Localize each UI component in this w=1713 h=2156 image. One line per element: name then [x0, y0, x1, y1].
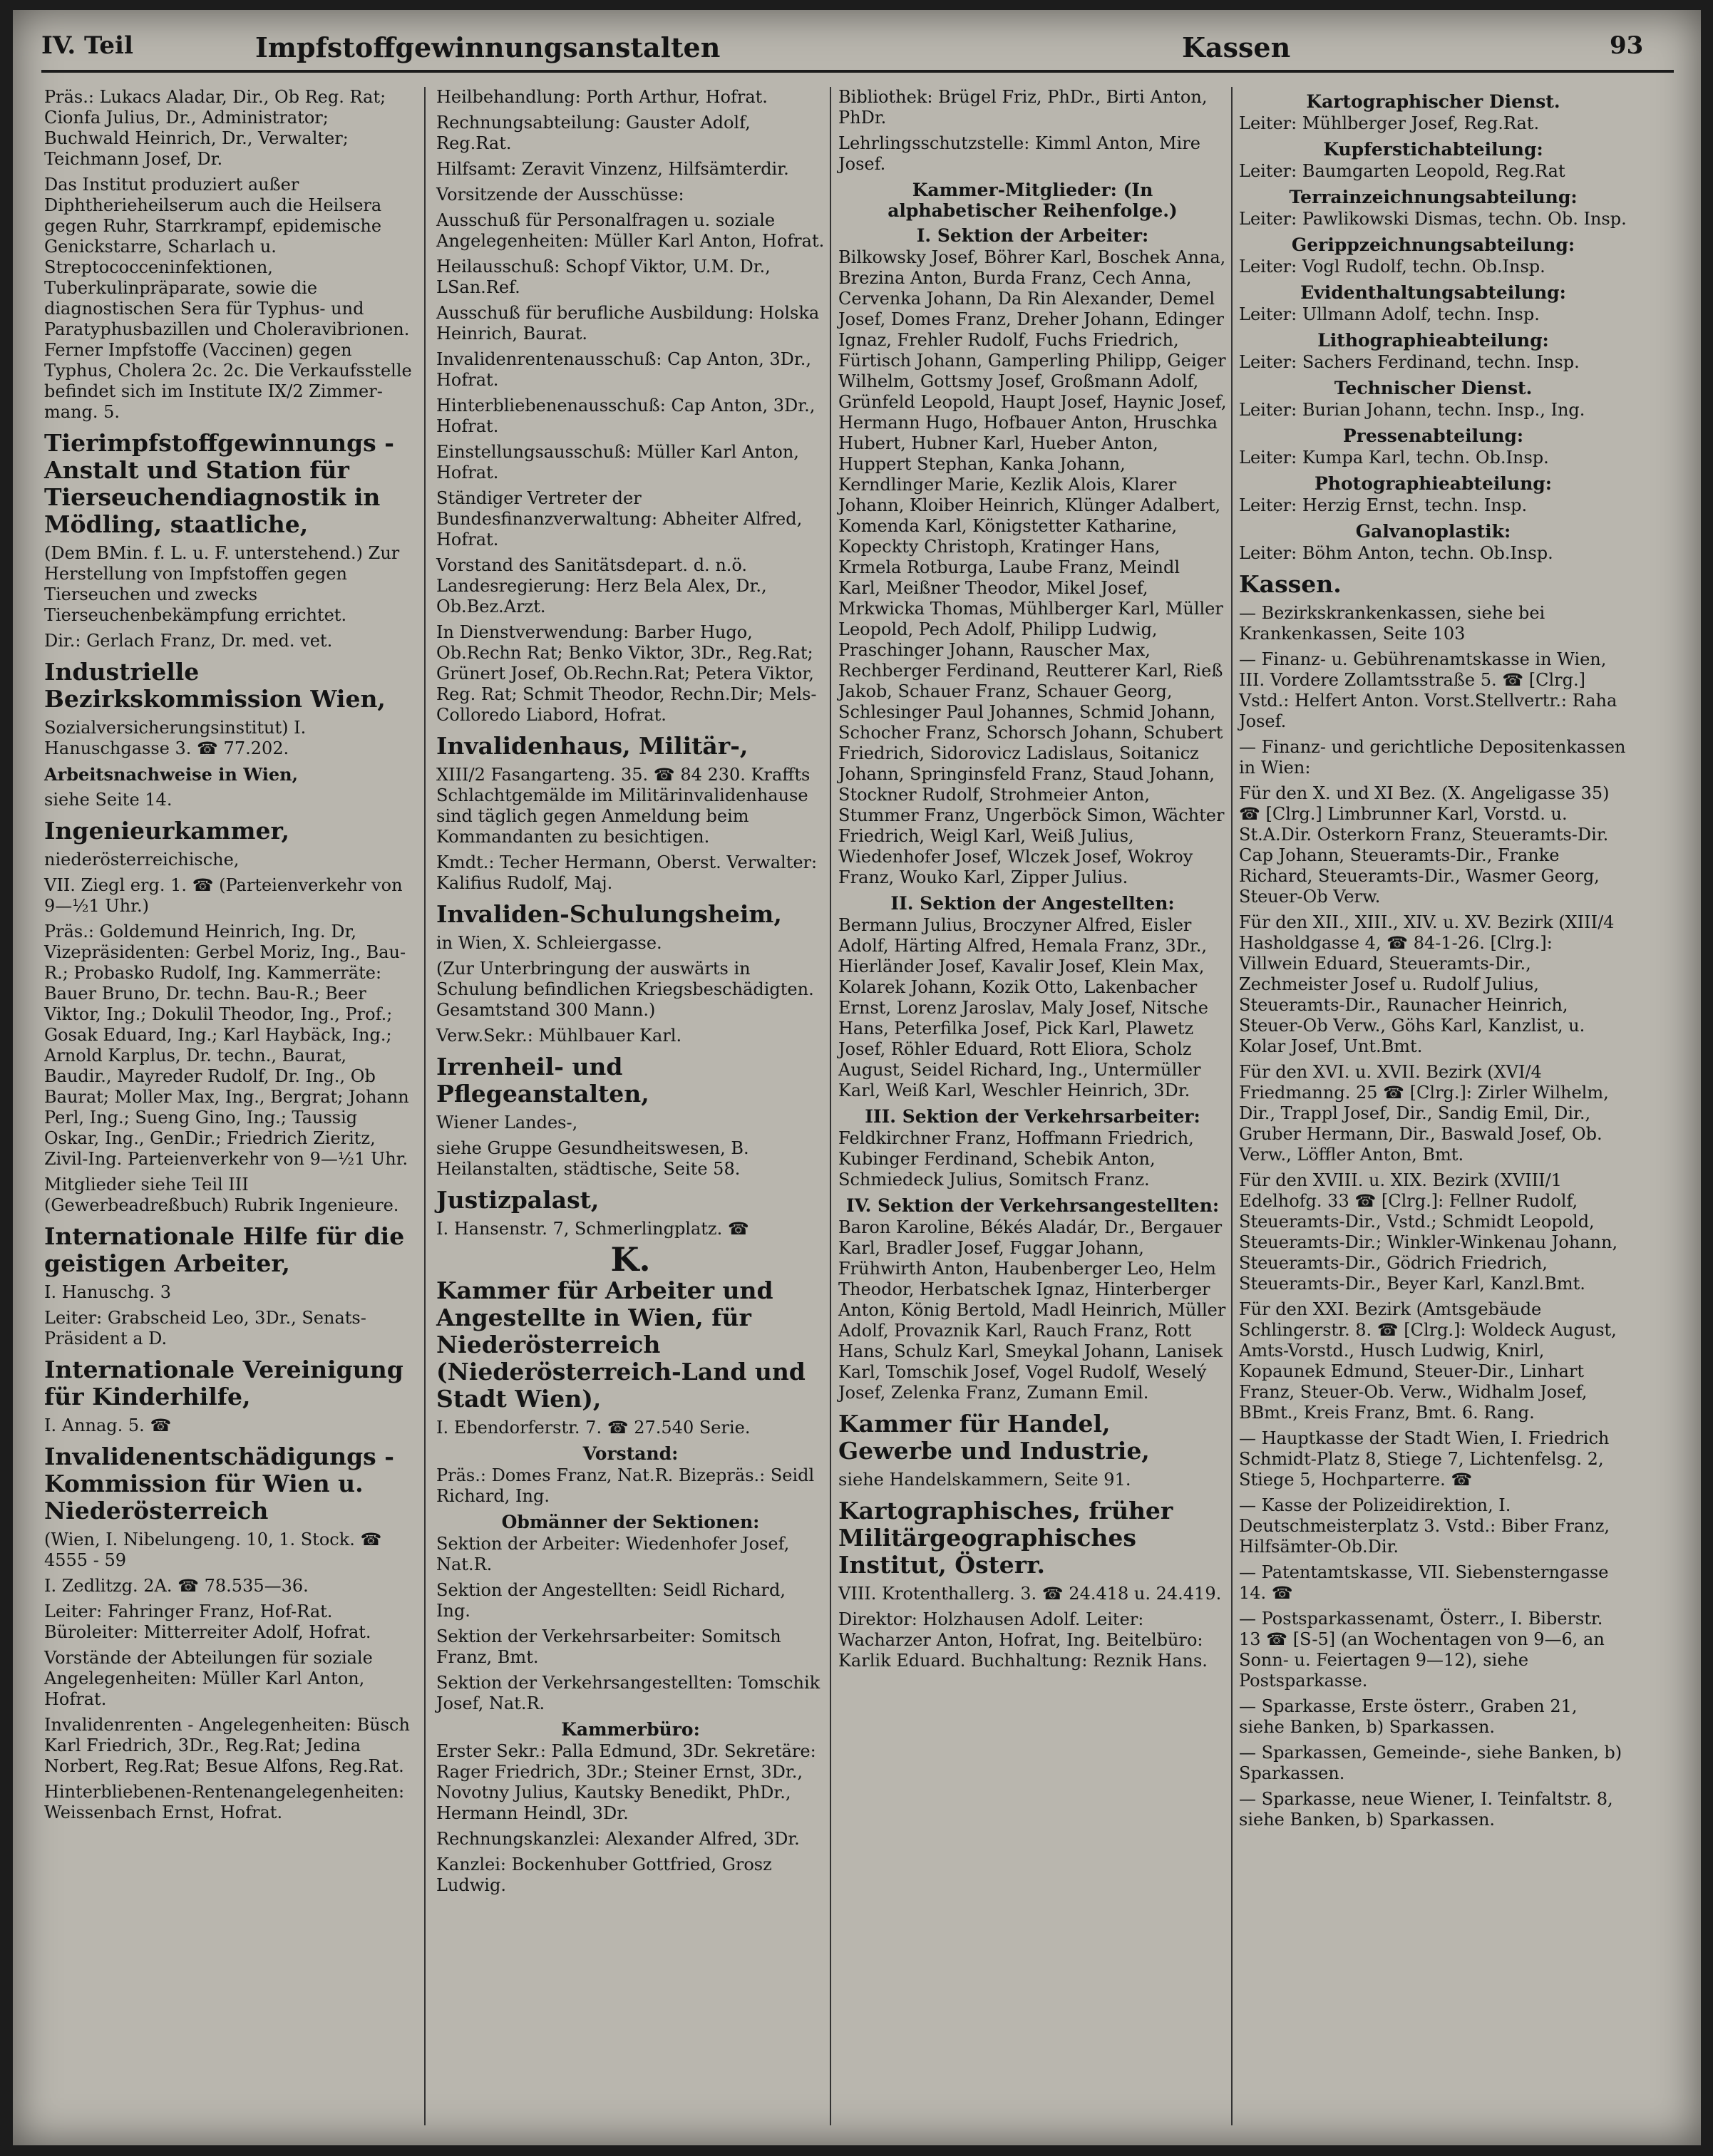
entry-text: Für den XVI. u. XVII. Bezirk (XVI/4 Friedmanng. 25 ☎ [Clrg.]: Zirler Wilhelm, Dir., Trappl Josef, Dir., Sandig Emil, Dir., Gruber Hermann, Dir., Baswald Josef, Ob. Verw., Löffler Anton, Bmt. [1239, 1062, 1615, 1165]
section-subheading: Technischer Dienst. [1334, 378, 1533, 398]
section-subheading: Terrainzeichnungsabteilung: [1289, 187, 1578, 207]
section-subheading: I. Sektion der Arbeiter: [916, 225, 1149, 246]
entry-text: — Finanz- und gerichtliche Depositenkassen in Wien: [1239, 737, 1632, 778]
entry-text: Leiter: Burian Johann, techn. Insp., Ing. [1239, 400, 1585, 420]
entry-text: Kmdt.: Techer Hermann, Oberst. Verwalter: Kalifius Rudolf, Maj. [436, 852, 823, 893]
entry-text: I. Hansenstr. 7, Schmerlingplatz. ☎ [436, 1219, 749, 1239]
entry-text: Sozialversicherungsinstitut) I. Hanuschgasse 3. ☎ 77.202. [44, 718, 312, 758]
section-subheading: Pressenabteilung: [1342, 425, 1524, 446]
page-number: 93 [1610, 31, 1644, 60]
entry-heading: Industrielle Bezirkskommission Wien, [44, 658, 386, 713]
header-part-label: IV. Teil [41, 31, 133, 60]
entry-heading: Invalidenentschädigungs - Kommission für Wien u. Niederösterreich [44, 1443, 394, 1525]
entry-text: Hinterbliebenenausschuß: Cap Anton, 3Dr., Hofrat. [436, 396, 821, 436]
entry-text: Präs.: Domes Franz, Nat.R. Bizepräs.: Seidl Richard, Ing. [436, 1465, 820, 1506]
entry-text: Leiter: Sachers Ferdinand, techn. Insp. [1239, 352, 1580, 372]
entry-text: Ständiger Vertreter der Bundesfinanzverwaltung: Abheiter Alfred, Hofrat. [436, 488, 808, 550]
entry-heading: Internationale Hilfe für die geistigen Arbeiter, [44, 1222, 405, 1277]
entry-text: Einstellungsausschuß: Müller Karl Anton, Hofrat. [436, 442, 805, 483]
section-subheading: Vorstand: [582, 1443, 679, 1464]
entry-text: I. Annag. 5. ☎ [44, 1415, 172, 1435]
entry-text: Wiener Landes-, [436, 1113, 578, 1133]
entry-text: Leiter: Mühlberger Josef, Reg.Rat. [1239, 113, 1540, 133]
section-subheading: Kammerbüro: [561, 1719, 700, 1740]
entry-text: Sektion der Verkehrsarbeiter: Somitsch Franz, Bmt. [436, 1626, 787, 1667]
entry-text: Vorstände der Abteilungen für soziale Angelegenheiten: Müller Karl Anton, Hofrat. [44, 1648, 379, 1709]
entry-text: Sektion der Verkehrsangestellten: Tomschik Josef, Nat.R. [436, 1673, 825, 1713]
section-subheading: Galvanoplastik: [1355, 521, 1511, 542]
entry-text: Vorstand des Sanitätsdepart. d. n.ö. Landesregierung: Herz Bela Alex, Dr., Ob.Bez.Arzt. [436, 555, 773, 617]
entry-text: Ausschuß für berufliche Ausbildung: Holska Heinrich, Baurat. [436, 303, 825, 344]
entry-text: — Patentamtskasse, VII. Siebensterngasse 14. ☎ [1239, 1562, 1615, 1603]
entry-text: VII. Ziegl erg. 1. ☎ (Parteienverkehr von 9—½1 Uhr.) [44, 875, 408, 916]
entry-text: Baron Karoline, Békés Aladár, Dr., Bergauer Karl, Bradler Josef, Fuggar Johann, Frühwirth Anton, Haubenberger Leo, Helm Theodor, Herbatschek Ignaz, Hinterberger Anton, König Bertold, Madl Heinrich, Müller Adolf, Provaznik Karl, Rauch Franz, Rott Hans, Schulz Karl, Smeykal Johann, Lanisek Karl, Tomschik Josef, Vogel Rudolf, Weselý Josef, Zelenka Franz, Zumann Emil. [838, 1217, 1231, 1403]
section-subheading: Obmänner der Sektionen: [501, 1512, 760, 1532]
entry-heading: Irrenheil- und Pflegeanstalten, [436, 1053, 649, 1108]
entry-text: Leiter: Böhm Anton, techn. Ob.Insp. [1239, 543, 1553, 563]
entry-text: Leiter: Baumgarten Leopold, Reg.Rat [1239, 161, 1565, 181]
page-header [41, 24, 1674, 73]
entry-text: Rechnungsabteilung: Gauster Adolf, Reg.Rat. [436, 113, 756, 153]
entry-heading: Tierimpfstoffgewinnungs - Anstalt und Station für Tierseuchendiagnostik in Mödling, staatliche, [44, 429, 394, 538]
header-right-title: Kassen [1182, 31, 1291, 63]
entry-text: Für den XXI. Bezirk (Amtsgebäude Schlingerstr. 8. ☎ [Clrg.]: Woldeck August, Amts-Vorstd., Husch Ludwig, Knirl, Kopaunek Edmund, Steuer-Dir., Linhart Franz, Steuer-Ob. Verw., Widhalm Josef, BBmt., Kreis Franz, Bmt. 6. Rang. [1239, 1299, 1622, 1423]
section-subheading: Lithographieabteilung: [1317, 330, 1549, 351]
entry-text: Heilbehandlung: Porth Arthur, Hofrat. [436, 87, 768, 107]
entry-text: siehe Handelskammern, Seite 91. [838, 1470, 1131, 1490]
entry-text: Dir.: Gerlach Franz, Dr. med. vet. [44, 631, 333, 651]
entry-text: Für den X. und XI Bez. (X. Angeligasse 35) ☎ [Clrg.] Limbrunner Karl, Vorstd. u. St.A.Dir. Osterkorn Franz, Steueramts-Dir. Cap Johann, Steueramts-Dir., Franke Richard, Steueramts-Dir., Wasmer Georg, Steuer-Ob Verw. [1239, 783, 1615, 907]
section-subheading: Kupferstichabteilung: [1323, 139, 1543, 160]
entry-text: niederösterreichische, [44, 850, 240, 870]
header-section-title: Impfstoffgewinnungsanstalten [255, 31, 721, 63]
entry-text: Hilfsamt: Zeravit Vinzenz, Hilfsämterdir. [436, 159, 789, 179]
entry-text: siehe Gruppe Gesundheitswesen, B. Heilanstalten, städtische, Seite 58. [436, 1138, 755, 1179]
entry-heading: Kammer für Handel, Gewerbe und Industrie, [838, 1410, 1150, 1465]
entry-heading: Invalidenhaus, Militär-, [436, 732, 749, 760]
entry-text: — Sparkasse, neue Wiener, I. Teinfaltstr. 8, siehe Banken, b) Sparkassen. [1239, 1789, 1619, 1830]
column-1 [44, 87, 418, 2125]
entry-text: — Sparkassen, Gemeinde-, siehe Banken, b) Sparkassen. [1239, 1743, 1627, 1783]
section-subheading: III. Sektion der Verkehrsarbeiter: [865, 1106, 1200, 1127]
entry-text: siehe Seite 14. [44, 790, 173, 810]
entry-heading: Ingenieurkammer, [44, 817, 289, 845]
entry-text: Leiter: Kumpa Karl, techn. Ob.Insp. [1239, 448, 1549, 468]
entry-text: Für den XVIII. u. XIX. Bezirk (XVIII/1 Edelhofg. 33 ☎ [Clrg.]: Fellner Rudolf, Steueramts-Dir., Vstd.; Schmidt Leopold, Steueramts-Dir.; Winkler-Winkenau Johann, Steueramts-Dir., Gödrich Friedrich, Steueramts-Dir., Beyer Karl, Kanzl.Bmt. [1239, 1170, 1623, 1294]
entry-text: Leiter: Ullmann Adolf, techn. Insp. [1239, 304, 1540, 324]
entry-text: Für den XII., XIII., XIV. u. XV. Bezirk (XIII/4 Hasholdgasse 4, ☎ 84-1-26. [Clrg.]: Villwein Eduard, Steueramts-Dir., Zechmeister Josef u. Rudolf Julius, Steueramts-Dir., Raunacher Heinrich, Steuer-Ob Verw., Göhs Karl, Kanzlist, u. Kolar Josef, Unt.Bmt. [1239, 912, 1620, 1056]
entry-text: In Dienstverwendung: Barber Hugo, Ob.Rechn Rat; Benko Viktor, 3Dr., Reg.Rat; Grünert Josef, Ob.Rechn.Rat; Petera Viktor, Reg. Rat; Schmit Theodor, Rechn.Dir; Mels-Colloredo Liabord, Hofrat. [436, 622, 820, 725]
entry-text: I. Ebendorferstr. 7. ☎ 27.540 Serie. [436, 1418, 751, 1438]
entry-text: Vorsitzende der Ausschüsse: [436, 185, 684, 205]
entry-text: Bilkowsky Josef, Böhrer Karl, Boschek Anna, Brezina Anton, Burda Franz, Cech Anna, Cervenka Johann, Da Rin Alexander, Demel Josef, Domes Franz, Dreher Johann, Edinger Ignaz, Frehler Rudolf, Fuchs Friedrich, Fürtisch Johann, Gamperling Philipp, Geiger Wilhelm, Gottsmy Josef, Großmann Adolf, Grünfeld Leopold, Haupt Josef, Haynic Josef, Hermann Hugo, Hofbauer Anton, Hruschka Hubert, Hubner Karl, Hueber Anton, Huppert Stephan, Kanka Johann, Kerndlinger Marie, Kezlik Alois, Klarer Johann, Kloiber Heinrich, Klünger Adalbert, Komenda Karl, Königstetter Katharine, Kopeckty Christoph, Kratinger Hans, Krmela Rotburga, Laube Franz, Meindl Karl, Meißner Theodor, Mikel Josef, Mrkwicka Thomas, Mühlberger Karl, Müller Leopold, Pech Adolf, Philipp Ludwig, Praschinger Johann, Rauscher Max, Rechberger Ferdinand, Reutterer Karl, Rieß Jakob, Schauer Franz, Schauer Georg, Schlesinger Paul Johannes, Schmid Johann, Schocher Franz, Schorsch Johann, Schubert Friedrich, Sidorovicz Ladislaus, Soitanicz Johann, Springinsfeld Franz, Staud Johann, Stockner Rudolf, Strohmeier Anton, Stummer Franz, Ungerböck Simon, Wächter Friedrich, Weigl Karl, Weiß Julius, Wiedenhofer Josef, Wlczek Josef, Wokroy Franz, Wouko Karl, Zipper Julius. [838, 247, 1233, 887]
column-2 [436, 87, 825, 2125]
entry-heading: Kartographisches, früher Militärgeographisches Institut, Österr. [838, 1497, 1173, 1579]
entry-text: — Postsparkassenamt, Österr., I. Biberstr. 13 ☎ [S-5] (an Wochentagen von 9—6, an Sonn- u. Feiertagen 9—12), siehe Postsparkasse. [1239, 1609, 1610, 1691]
entry-heading: Invaliden-Schulungsheim, [436, 900, 782, 928]
section-subheading: II. Sektion der Angestellten: [890, 893, 1175, 914]
entry-heading: Justizpalast, [436, 1186, 600, 1214]
entry-text: Invalidenrenten - Angelegenheiten: Büsch Karl Friedrich, 3Dr., Reg.Rat; Jedina Norbert, Reg.Rat; Besue Alfons, Reg.Rat. [44, 1715, 416, 1776]
entry-text: — Kasse der Polizeidirektion, I. Deutschmeisterplatz 3. Vstd.: Biber Franz, Hilfsämter-Ob.Dir. [1239, 1495, 1615, 1557]
entry-text: Hinterbliebenen-Rentenangelegenheiten: Weissenbach Ernst, Hofrat. [44, 1782, 410, 1822]
entry-heading: Internationale Vereinigung für Kinderhilfe, [44, 1356, 403, 1410]
directory-page [13, 10, 1701, 2145]
entry-text: I. Hanuschg. 3 [44, 1282, 171, 1302]
entry-text: Leiter: Pawlikowski Dismas, techn. Ob. Insp. [1239, 209, 1627, 229]
entry-text: (Zur Unterbringung der auswärts in Schulung befindlichen Kriegsbeschädigten. Gesamtstand 300 Mann.) [436, 959, 820, 1020]
entry-text: Mitglieder siehe Teil III (Gewerbeadreßbuch) Rubrik Ingenieure. [44, 1175, 399, 1215]
entry-title: Arbeitsnachweise in Wien, [44, 764, 298, 785]
letter-divider: K. [610, 1240, 651, 1279]
entry-text: Sektion der Arbeiter: Wiedenhofer Josef, Nat.R. [436, 1534, 795, 1574]
entry-text: Sektion der Angestellten: Seidl Richard, Ing. [436, 1580, 791, 1621]
entry-text: Leiter: Herzig Ernst, techn. Insp. [1239, 495, 1528, 515]
entry-text: Erster Sekr.: Palla Edmund, 3Dr. Sekretäre: Rager Friedrich, 3Dr.; Steiner Ernst, 3Dr., Novotny Julius, Kautsky Benedikt, PhDr., Hermann Heindl, 3Dr. [436, 1741, 822, 1823]
section-subheading: Gerippzeichnungsabteilung: [1291, 234, 1575, 255]
entry-heading: Kammer für Arbeiter und Angestellte in Wien, für Niederösterreich (Niederösterreich-Land und Stadt Wien), [436, 1276, 806, 1413]
entry-text: in Wien, X. Schleiergasse. [436, 933, 662, 953]
column-3 [838, 87, 1233, 2125]
entry-text: Rechnungskanzlei: Alexander Alfred, 3Dr. [436, 1829, 800, 1849]
entry-text: (Dem BMin. f. L. u. F. unterstehend.) Zur Herstellung von Impfstoffen gegen Tierseuchen und zwecks Tierseuchenbekämpfung errichtet. [44, 543, 405, 625]
column-divider [424, 87, 426, 2125]
entry-text: — Finanz- u. Gebührenamtskasse in Wien, III. Vordere Zollamtsstraße 5. ☎ [Clrg.] Vstd.: Helfert Anton. Vorst.Stellvertr.: Raha Josef. [1239, 649, 1622, 731]
entry-text: Das Institut produziert außer Diphtherieheilserum auch die Heilsera gegen Ruhr, Starrkrampf, epidemische Genickstarre, Scharlach u. Streptococceninfektionen, Tuberkulinpräparate, sowie die diagnostischen Sera für Typhus- und Paratyphusbazillen und Choleravibrionen. Ferner Impfstoffe (Vaccinen) gegen Typhus, Cholera 2c. 2c. Die Verkaufsstelle befindet sich im Institute IX/2 Zimmer-mang. 5. [44, 175, 418, 422]
entry-text: Lehrlingsschutzstelle: Kimml Anton, Mire Josef. [838, 133, 1206, 174]
entry-text: Heilausschuß: Schopf Viktor, U.M. Dr., LSan.Ref. [436, 257, 776, 297]
entry-text: Leiter: Vogl Rudolf, techn. Ob.Insp. [1239, 257, 1545, 277]
entry-text: Direktor: Holzhausen Adolf. Leiter: Wacharzer Anton, Hofrat, Ing. Beitelbüro: Karlik Eduard. Buchhaltung: Reznik Hans. [838, 1609, 1209, 1671]
entry-text: Invalidenrentenausschuß: Cap Anton, 3Dr., Hofrat. [436, 349, 817, 390]
entry-text: (Wien, I. Nibelungeng. 10, 1. Stock. ☎ 4555 - 59 [44, 1530, 388, 1570]
entry-text: — Sparkasse, Erste österr., Graben 21, siehe Banken, b) Sparkassen. [1239, 1696, 1583, 1737]
section-subheading: Kartographischer Dienst. [1306, 91, 1560, 112]
entry-text: XIII/2 Fasangarteng. 35. ☎ 84 230. Kraffts Schlachtgemälde im Militärinvalidenhause sind täglich gegen Anmeldung beim Kommandanten zu besichtigen. [436, 765, 816, 847]
entry-text: Kanzlei: Bockenhuber Gottfried, Grosz Ludwig. [436, 1855, 778, 1895]
entry-text: Leiter: Fahringer Franz, Hof-Rat. Büroleiter: Mitterreiter Adolf, Hofrat. [44, 1601, 371, 1642]
entry-text: Leiter: Grabscheid Leo, 3Dr., Senats-Präsident a D. [44, 1308, 366, 1348]
entry-text: VIII. Krotenthallerg. 3. ☎ 24.418 u. 24.419. [838, 1584, 1222, 1604]
entry-heading: Kassen. [1239, 570, 1342, 598]
entry-text: I. Zedlitzg. 2A. ☎ 78.535—36. [44, 1576, 309, 1596]
entry-text: — Hauptkasse der Stadt Wien, I. Friedrich Schmidt-Platz 8, Stiege 7, Lichtenfelsg. 2, Stiege 5, Hochparterre. ☎ [1239, 1428, 1615, 1490]
entry-text: Feldkirchner Franz, Hoffmann Friedrich, Kubinger Ferdinand, Schebik Anton, Schmiedeck Julius, Somitsch Franz. [838, 1128, 1200, 1190]
entry-text: Ausschuß für Personalfragen u. soziale Angelegenheiten: Müller Karl Anton, Hofrat. [436, 210, 825, 251]
column-4 [1239, 87, 1632, 2125]
section-subheading: IV. Sektion der Verkehrsangestellten: [845, 1195, 1220, 1216]
entry-text: Bibliothek: Brügel Friz, PhDr., Birti Anton, PhDr. [838, 87, 1213, 128]
entry-text: Präs.: Lukacs Aladar, Dir., Ob Reg. Rat; Cionfa Julius, Dr., Administrator; Buchwald Heinrich, Dr., Verwalter; Teichmann Josef, Dr. [44, 87, 391, 169]
entry-text: — Bezirkskrankenkassen, siehe bei Krankenkassen, Seite 103 [1239, 603, 1550, 644]
entry-text: Verw.Sekr.: Mühlbauer Karl. [436, 1026, 682, 1046]
entry-text: Bermann Julius, Broczyner Alfred, Eisler Adolf, Härting Alfred, Hemala Franz, 3Dr., Hierländer Josef, Kavalir Josef, Klein Max, Kolarek Johann, Kozik Otto, Lakenbacher Ernst, Lorenz Jaroslav, Maly Josef, Nitsche Hans, Peterfilka Josef, Pick Karl, Plawetz Josef, Röhler Eduard, Rott Eliora, Scholz August, Seidel Richard, Ing., Untermüller Karl, Weiß Karl, Weschler Heinrich, 3Dr. [838, 915, 1214, 1100]
section-subheading: Kammer-Mitglieder: (In alphabetischer Reihenfolge.) [888, 180, 1178, 221]
column-divider [830, 87, 831, 2125]
section-subheading: Photographieabteilung: [1315, 473, 1552, 494]
section-subheading: Evidenthaltungsabteilung: [1300, 282, 1566, 303]
entry-text: Präs.: Goldemund Heinrich, Ing. Dr, Vizepräsidenten: Gerbel Moriz, Ing., Bau-R.; Probasko Rudolf, Ing. Kammerräte: Bauer Bruno, Dr. techn. Bau-R.; Beer Viktor, Ing.; Dokulil Theodor, Ing., Prof.; Gosak Eduard, Ing.; Karl Haybäck, Ing.; Arnold Karplus, Dr. techn., Baurat, Baudir., Mayreder Rudolf, Dr. Ing., Ob Baurat; Moller Max, Ing., Bergrat; Johann Perl, Ing.; Sueng Gino, Ing.; Taussig Oskar, Ing., GenDir.; Friedrich Zieritz, Zivil-Ing. Parteienverkehr von 9—½1 Uhr. [44, 922, 415, 1169]
